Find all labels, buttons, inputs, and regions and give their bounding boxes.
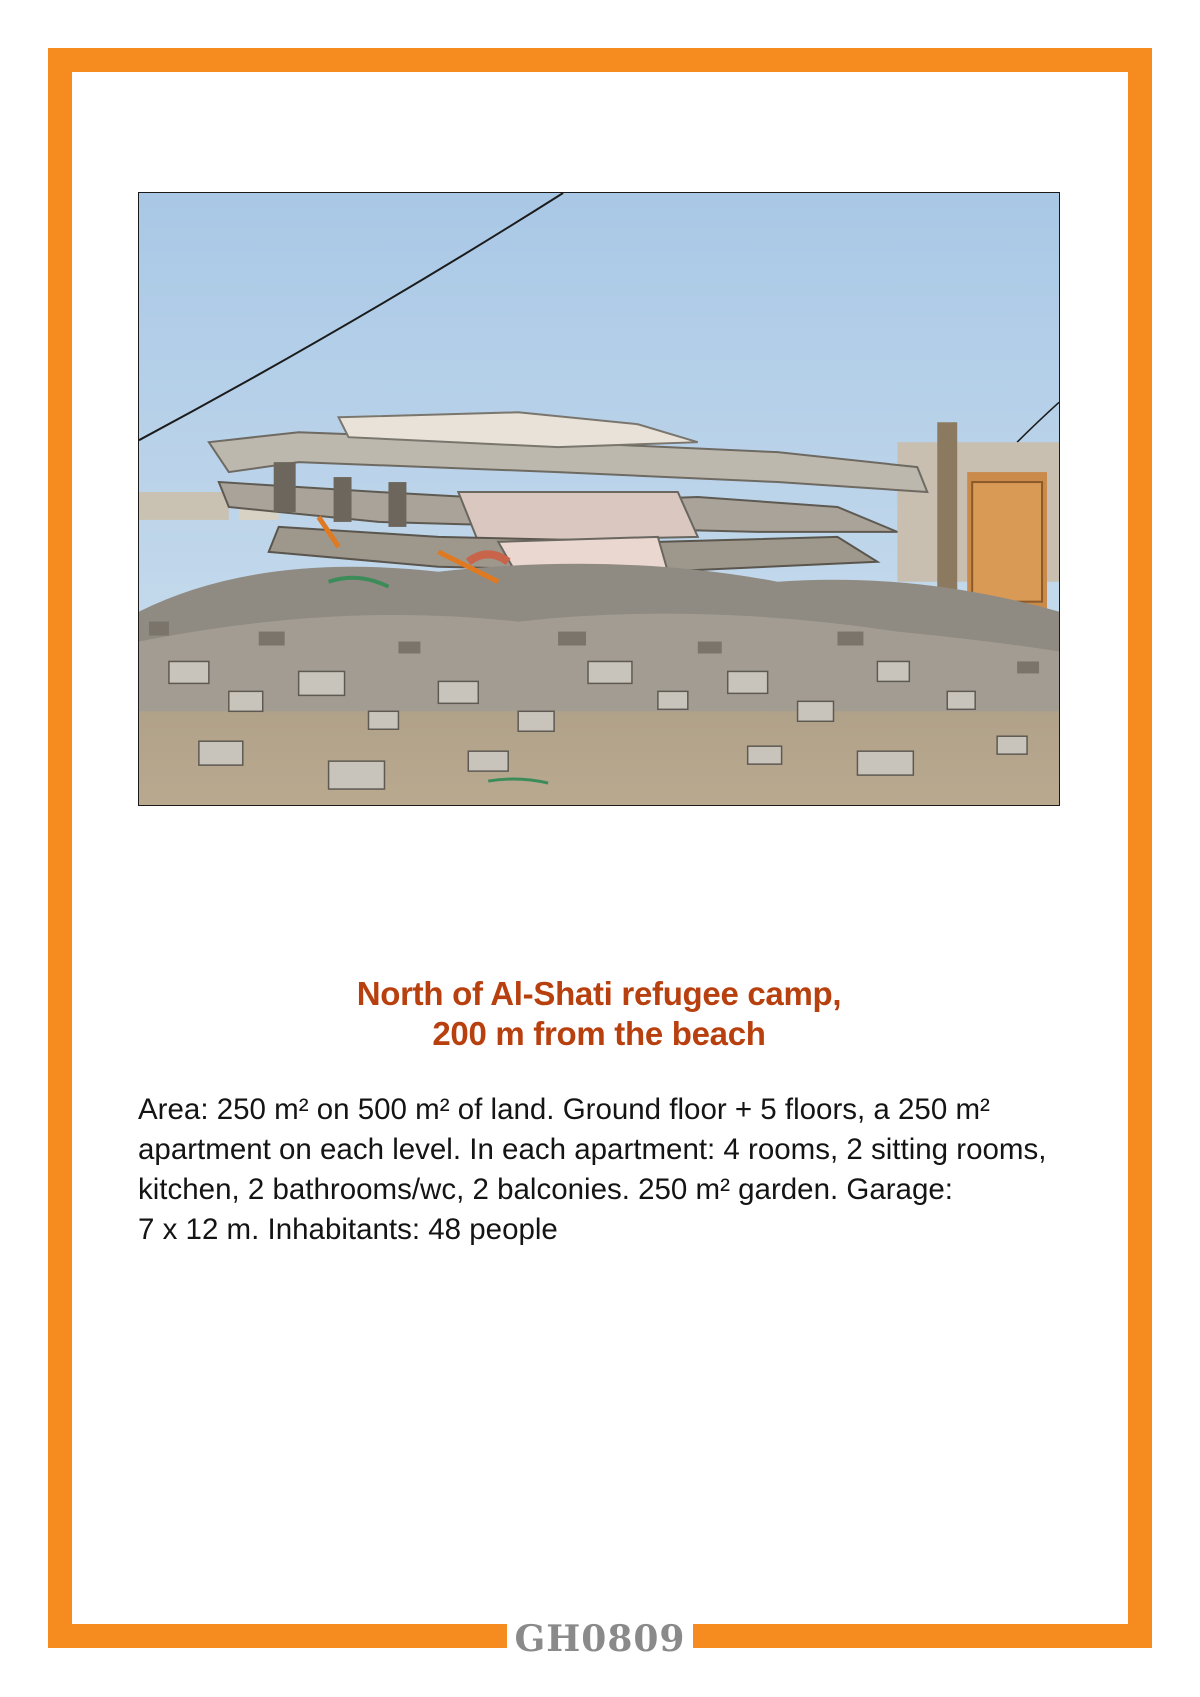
code-text: GH0809 xyxy=(507,1618,694,1660)
rubble-photo xyxy=(138,192,1060,806)
description-line-2: apartment on each level. In each apartment: 4 rooms, 2 sitting rooms, xyxy=(138,1133,1047,1166)
caption-title-line-2: 200 m from the beach xyxy=(432,1015,766,1052)
description-line-4: 7 x 12 m. Inhabitants: 48 people xyxy=(138,1213,558,1246)
caption-title-line-1: North of Al-Shati refugee camp, xyxy=(356,975,842,1012)
description-line-1: Area: 250 m² on 500 m² of land. Ground floor + 5 floors, a 250 m² xyxy=(138,1093,990,1126)
description-line-3: kitchen, 2 bathrooms/wc, 2 balconies. 250 m² garden. Garage: xyxy=(138,1173,953,1206)
description xyxy=(138,1090,1068,1250)
rubble-photo-illustration xyxy=(139,193,1059,805)
caption-title xyxy=(138,974,1060,1054)
